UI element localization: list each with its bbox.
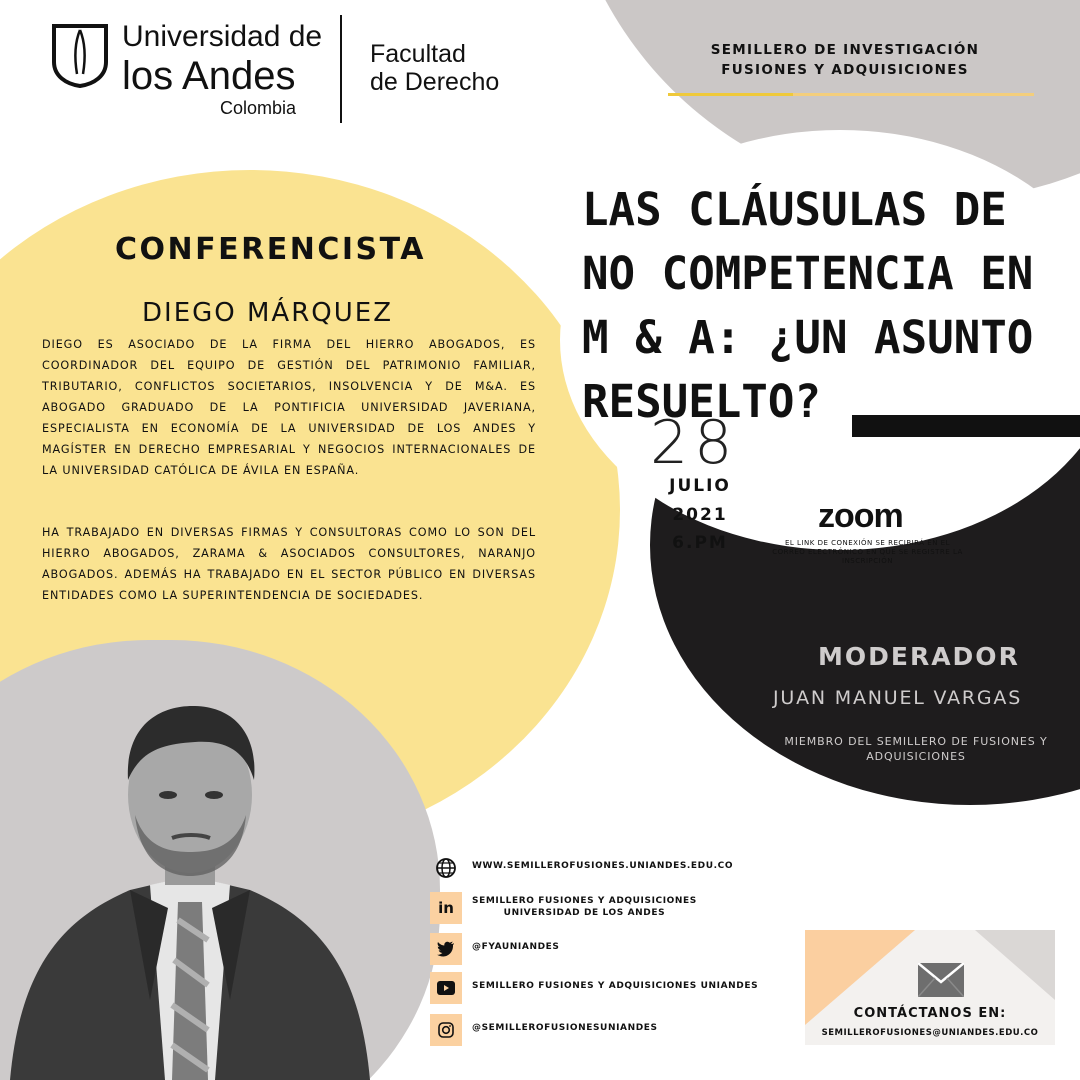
moderator-role: MIEMBRO DEL SEMILLERO DE FUSIONES Y ADQUISICIONES <box>784 735 1048 763</box>
twitter-icon <box>430 933 462 965</box>
zoom-logo: zoom <box>818 497 903 535</box>
youtube-icon <box>430 972 462 1004</box>
linkedin-glyph: in <box>438 899 454 917</box>
speaker-bio-paragraph-1: DIEGO ES ASOCIADO DE LA FIRMA DEL HIERRO ABOGADOS, ES COORDINADOR DEL EQUIPO DE GESTIÓN DEL PATRIMONIO FAMILIAR, TRIBUTARIO, CONFLICTOS SOCIETARIOS, INSOLVENCIA Y DE M&A. ES ABOGADO GRADUADO DE LA PONTIFICIA UNIVERSIDAD JAVERIANA, ESPECIALISTA EN ECONOMÍA DE LA UNIVERSIDAD DE LOS ANDES Y MAGÍSTER EN DERECHO EMPRESARIAL Y NEGOCIOS INTERNACIONALES DE LA UNIVERSIDAD CATÓLICA DE ÁVILA EN ESPAÑA. <box>42 338 536 477</box>
event-day: 28 <box>650 408 739 478</box>
contact-box <box>805 930 1055 1045</box>
moderator-name: JUAN MANUEL VARGAS <box>773 687 1023 709</box>
event-title-line4: RESUELTO? <box>582 375 821 428</box>
university-name-line1: Universidad de <box>122 20 323 53</box>
speaker-bio-paragraph-2: HA TRABAJADO EN DIVERSAS FIRMAS Y CONSULTORAS COMO LO SON DEL HIERRO ABOGADOS, ZARAMA & ASOCIADOS CONSULTORES, NARANJO ABOGADOS. ADEMÁS HA TRABAJADO EN EL SECTOR PÚBLICO EN DIVERSAS ENTIDADES COMO LA SUPERINTENDENCIA DE SOCIEDADES. <box>42 526 536 602</box>
event-title-line3: M & A: ¿UN ASUNTO <box>582 311 1034 364</box>
envelope-icon <box>918 963 964 997</box>
logo-divider <box>340 15 342 123</box>
event-title <box>582 178 1043 434</box>
title-underline-accent <box>668 93 793 96</box>
event-time: 6.PM <box>672 533 728 553</box>
contact-box-accent-gray <box>975 930 1055 1000</box>
contact-email-link[interactable]: SEMILLEROFUSIONES@UNIANDES.EDU.CO <box>821 1028 1039 1038</box>
instagram-handle[interactable]: @SEMILLEROFUSIONESUNIANDES <box>472 1023 658 1033</box>
semillero-title <box>660 40 1030 80</box>
faculty-line2: de Derecho <box>370 68 500 96</box>
accent-bar <box>852 415 1080 437</box>
university-shield-icon <box>50 22 110 88</box>
contact-heading: CONTÁCTANOS EN: <box>853 1006 1007 1021</box>
linkedin-label-line2: UNIVERSIDAD DE LOS ANDES <box>503 908 666 918</box>
university-name-line2: los Andes <box>122 54 296 98</box>
globe-icon <box>430 852 462 884</box>
linkedin-label[interactable] <box>472 895 697 919</box>
faculty-logo <box>370 40 499 96</box>
moderator-heading: MODERADOR <box>818 642 1020 671</box>
event-title-line2: NO COMPETENCIA EN <box>582 247 1034 300</box>
university-country: Colombia <box>220 98 297 118</box>
linkedin-label-line1: SEMILLERO FUSIONES Y ADQUISICIONES <box>472 896 697 906</box>
speaker-photo <box>0 640 440 1080</box>
youtube-channel[interactable]: SEMILLERO FUSIONES Y ADQUISICIONES UNIANDES <box>472 981 759 991</box>
speaker-name: DIEGO MÁRQUEZ <box>142 298 394 328</box>
semillero-title-line2: FUSIONES Y ADQUISICIONES <box>721 62 969 78</box>
event-year: 2021 <box>672 505 728 525</box>
zoom-note: EL LINK DE CONEXIÓN SE RECIBIRÁ EN EL CORREO ELECTRÓNICO EN QUE SE REGISTRE LA INSCRIPCIÓN <box>772 539 963 565</box>
website-link[interactable]: WWW.SEMILLEROFUSIONES.UNIANDES.EDU.CO <box>472 861 734 871</box>
semillero-title-line1: SEMILLERO DE INVESTIGACIÓN <box>710 42 980 58</box>
speaker-heading: CONFERENCISTA <box>115 232 426 267</box>
faculty-line1: Facultad <box>370 40 466 68</box>
linkedin-icon <box>430 892 462 924</box>
event-month: JULIO <box>669 476 731 496</box>
twitter-handle[interactable]: @FYAUNIANDES <box>472 942 560 952</box>
university-logo <box>50 18 323 128</box>
event-title-line1: LAS CLÁUSULAS DE <box>582 183 1007 236</box>
instagram-icon <box>430 1014 462 1046</box>
